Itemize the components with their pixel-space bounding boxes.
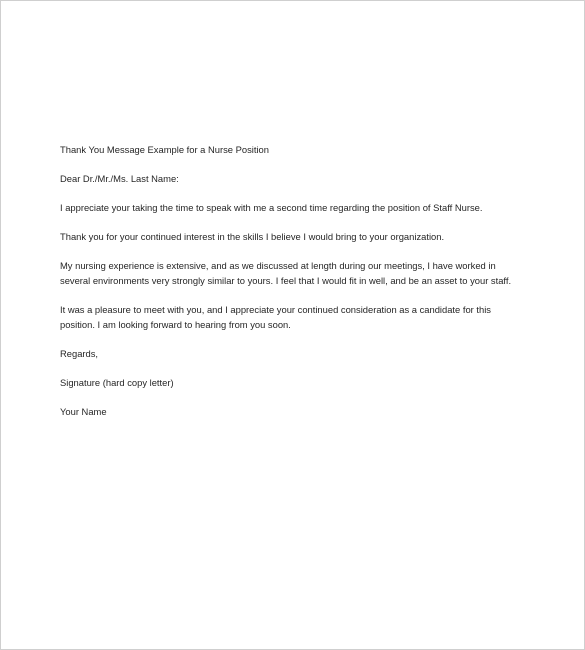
body-paragraph: I appreciate your taking the time to speak with me a second time regarding the position of Staff Nurse. xyxy=(60,202,483,213)
body-paragraph: Thank you for your continued interest in the skills I believe I would bring to your organization. xyxy=(60,231,445,242)
body-paragraph: My nursing experience is extensive, and as we discussed at length during our meetings, I have worked in several environments very strongly similar to yours. I feel that I would fit in well, and be an asset to your staff. xyxy=(60,260,512,286)
closing: Regards, xyxy=(60,348,99,359)
signature-line: Signature (hard copy letter) xyxy=(60,377,174,388)
salutation: Dear Dr./Mr./Ms. Last Name: xyxy=(60,173,179,184)
sender-name: Your Name xyxy=(60,406,107,417)
letter-title: Thank You Message Example for a Nurse Position xyxy=(60,144,269,155)
body-paragraph: It was a pleasure to meet with you, and I appreciate your continued consideration as a candidate for this position. I am looking forward to hearing from you soon. xyxy=(60,304,491,330)
letter-body xyxy=(60,142,520,433)
